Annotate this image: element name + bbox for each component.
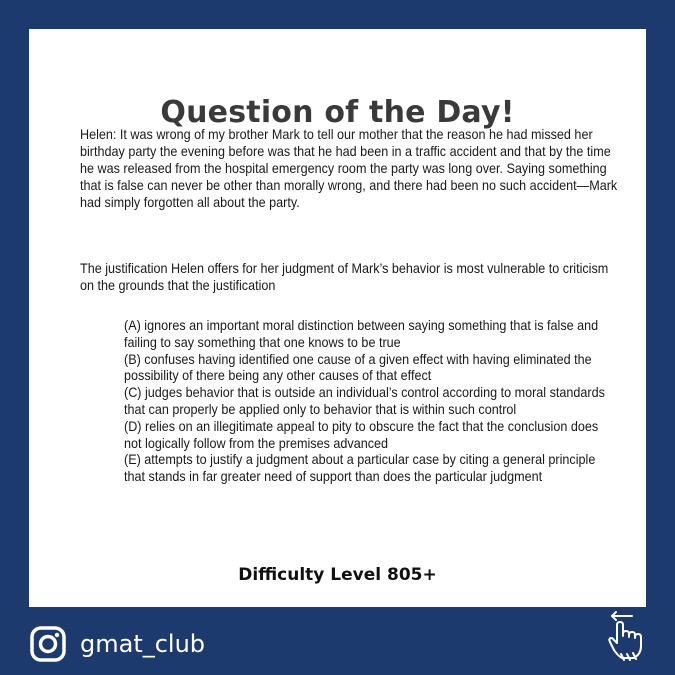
question-stem: The justification Helen offers for her judgment of Mark’s behavior is most vulnerable to criticism on the grounds that the justification	[80, 260, 609, 293]
difficulty-level: Difficulty Level 805+	[238, 565, 437, 585]
question-card	[29, 29, 646, 607]
instagram-handle[interactable]: gmat_club	[80, 630, 206, 658]
answer-option-b: (B) confuses having identified one cause of a given effect with having eliminated the possibility of there being any other causes of that effect	[124, 350, 592, 384]
answer-option-a: (A) ignores an important moral distinction between saying something that is false and failing to say something that one knows to be true	[124, 317, 599, 350]
answer-options	[124, 317, 615, 485]
swipe-hand-icon	[600, 610, 646, 662]
answer-option-c: (C) judges behavior that is outside an individual’s control according to moral standards that can properly be applied only to behavior that is within such control	[124, 384, 605, 417]
passage-text: Helen: It was wrong of my brother Mark to tell our mother that the reason he had missed her birthday party the evening before was that he had been in a traffic accident and that by the time he was released from the hospital emergency room the party was long over. Saying something that is false can never be other than morally wrong, and there had been no such accident—Mark had simply forgotten all about the party.	[80, 126, 618, 210]
page-title: Question of the Day!	[160, 95, 515, 130]
answer-option-d: (D) relies on an illegitimate appeal to pity to obscure the fact that the conclusion does not logically follow from the premises advanced	[124, 417, 599, 451]
instagram-icon[interactable]	[30, 626, 66, 662]
answer-option-e: (E) attempts to justify a judgment about a particular case by citing a general principle that stands in far greater need of support than does the particular judgment	[124, 451, 596, 485]
